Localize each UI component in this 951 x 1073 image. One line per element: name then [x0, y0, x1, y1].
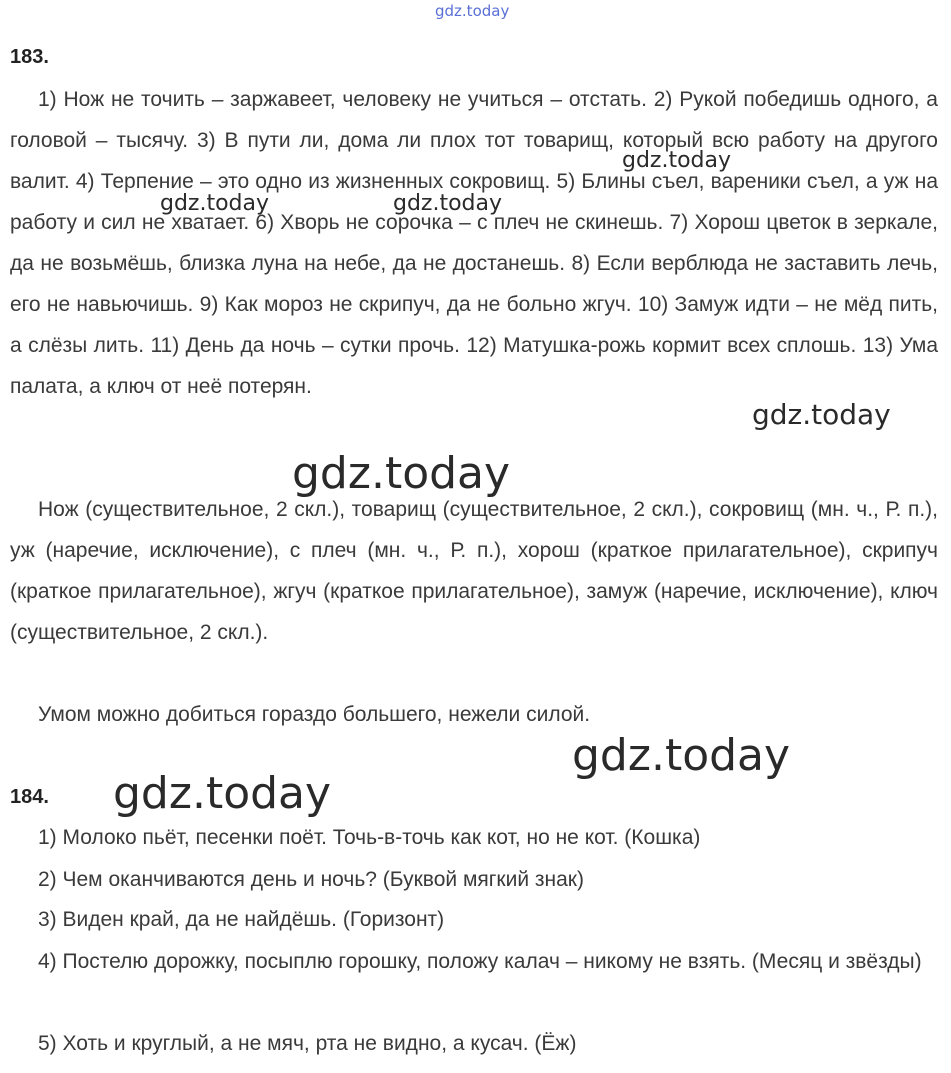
watermark: gdz.today: [572, 730, 791, 781]
conclusion-text: Умом можно добиться гораздо большего, нежели силой.: [38, 703, 591, 726]
watermark: gdz.today: [622, 148, 732, 173]
riddle-3: 3) Виден край, да не найдёшь. (Горизонт): [38, 908, 445, 931]
watermark: gdz.today: [292, 448, 511, 499]
riddle-5: 5) Хоть и круглый, а не мяч, рта не видно, а кусач. (Ёж): [38, 1032, 577, 1055]
watermark-top: gdz.today: [435, 2, 510, 20]
exercise-number-183: 183.: [10, 46, 49, 68]
watermark: gdz.today: [752, 398, 891, 431]
watermark: gdz.today: [160, 191, 270, 216]
riddle-2: 2) Чем оканчиваются день и ночь? (Буквой мягкий знак): [38, 868, 584, 891]
exercise-number-184: 184.: [10, 786, 49, 808]
riddle-1: 1) Молоко пьёт, песенки поёт. Точь-в-точь как кот, но не кот. (Кошка): [38, 826, 701, 849]
analysis-text: Нож (существительное, 2 скл.), товарищ (существительное, 2 скл.), сокровищ (мн. ч., Р. п.), уж (наречие, исключение), с плеч (мн. ч., Р. п.), хорош (краткое прилагательное), скрипуч (краткое прилагательное), жгуч (краткое прилагательное), замуж (наречие, исключение), ключ (существительное, 2 скл.).: [10, 498, 938, 644]
watermark: gdz.today: [393, 191, 503, 216]
proverbs-text: 1) Нож не точить – заржавеет, человеку не учиться – отстать. 2) Рукой победишь одного, а головой – тысячу. 3) В пути ли, дома ли плох тот товарищ, который всю работу на другого валит. 4) Терпение – это одно из жизненных сокровищ. 5) Блины съел, вареники съел, а уж на работу и сил не хватает. 6) Хворь не сорочка – с плеч не скинешь. 7) Хорош цветок в зеркале, да не возьмёшь, близка луна на небе, да не достанешь. 8) Если верблюда не заставить лечь, его не навьючишь. 9) Как мороз не скрипуч, да не больно жгуч. 10) Замуж идти – не мёд пить, а слёзы лить. 11) День да ночь – сутки прочь. 12) Матушка-рожь кормит всех сплошь. 13) Ума палата, а ключ от неё потерян.: [10, 88, 938, 398]
watermark: gdz.today: [113, 768, 332, 819]
riddle-4: 4) Постелю дорожку, посыплю горошку, положу калач – никому не взять. (Месяц и звёзды): [38, 950, 922, 973]
